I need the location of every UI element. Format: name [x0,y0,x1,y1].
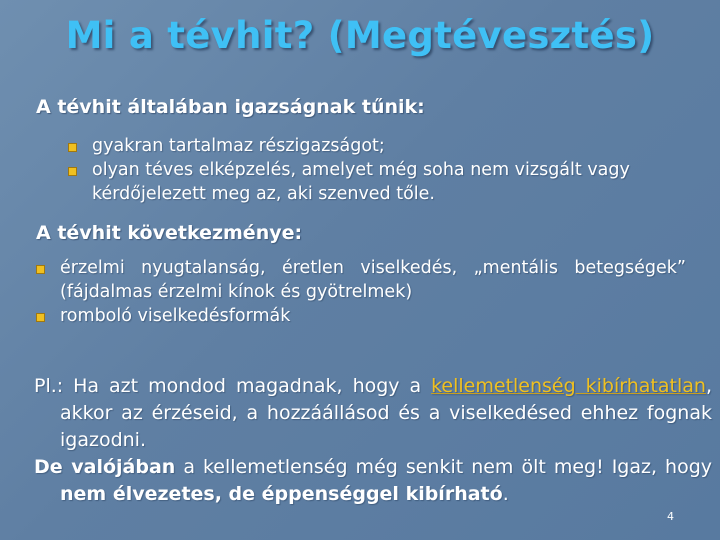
square-bullet-icon [36,265,45,274]
list-item: gyakran tartalmaz részigazságot; [66,134,686,158]
list-item: érzelmi nyugtalanság, éretlen viselkedés, „mentális betegségek” (fájdalmas érzelmi kínok és gyötrelmek) [34,256,686,304]
bullet-list-consequence [34,256,686,328]
highlighted-phrase: kellemetlenség kibírhatatlan [431,375,706,397]
list-item: olyan téves elképzelés, amelyet még soha nem vizsgált vagy kérdőjelezett meg az, aki szenved tőle. [66,158,686,206]
conclusion-paragraph: De valójában a kellemetlenség még senkit nem ölt meg! Igaz, hogy nem élvezetes, de éppenséggel kibírható. [34,456,713,505]
square-bullet-icon [68,143,77,152]
bullet-list-appearance [66,134,686,206]
example-paragraph: Pl.: Ha azt mondod magadnak, hogy a kellemetlenség kibírhatatlan, akkor az érzéseid, a hozzáállásod és a viselkedésed ehhez fognak igazodni. [34,375,712,451]
slide-title: Mi a tévhit? (Megtévesztés) [65,14,655,57]
section-heading-appearance: A tévhit általában igazságnak tűnik: [36,96,425,118]
list-item: romboló viselkedésformák [34,304,686,328]
square-bullet-icon [68,167,77,176]
page-number: 4 [667,510,674,523]
section-heading-consequence: A tévhit következménye: [36,222,303,244]
square-bullet-icon [36,313,45,322]
